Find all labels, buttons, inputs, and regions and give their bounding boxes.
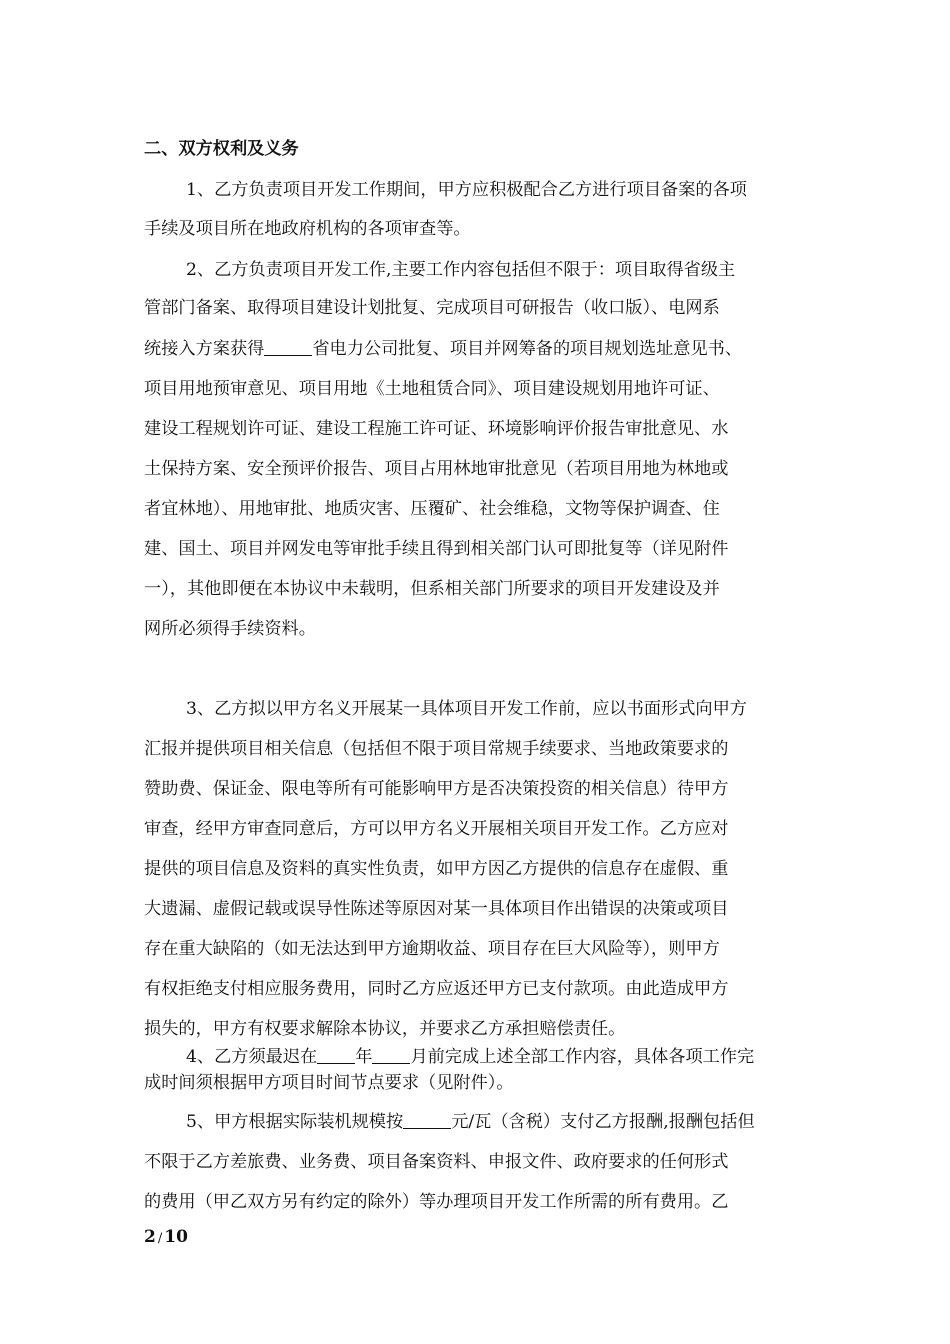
paragraph-3-line-3: 赞助费、保证金、限电等所有可能影响甲方是否决策投资的相关信息）待甲方 <box>144 779 729 799</box>
paragraph-4-line-1 <box>186 1047 754 1067</box>
blank-month <box>372 1047 410 1064</box>
section-title: 二、双方权利及义务 <box>144 139 299 159</box>
blank-province <box>264 339 312 356</box>
paragraph-2-line-5: 建设工程规划许可证、建设工程施工许可证、环境影响评价报告审批意见、水 <box>144 419 729 439</box>
paragraph-4-text-b: 年 <box>355 1047 373 1067</box>
paragraph-5-line-1 <box>186 1112 755 1132</box>
paragraph-2-line-3 <box>144 339 742 359</box>
paragraph-2-line-10: 网所必须得手续资料。 <box>144 619 316 639</box>
paragraph-3-line-5: 提供的项目信息及资料的真实性负责，如甲方因乙方提供的信息存在虚假、重 <box>144 859 729 879</box>
paragraph-2-line-3-end: 省电力公司批复、项目并网筹备的项目规划选址意见书、 <box>312 339 743 359</box>
paragraph-2-line-6: 土保持方案、安全预评价报告、项目占用林地审批意见（若项目用地为林地或 <box>144 459 729 479</box>
paragraph-3-line-6: 大遗漏、虚假记载或误导性陈述等原因对某一具体项目作出错误的决策或项目 <box>144 899 729 919</box>
paragraph-2-line-1: 2、乙方负责项目开发工作,主要工作内容包括但不限于：项目取得省级主 <box>186 260 736 280</box>
current-page: 2 <box>144 1227 156 1247</box>
paragraph-3-line-7: 存在重大缺陷的（如无法达到甲方逾期收益、项目存在巨大风险等），则甲方 <box>144 939 720 959</box>
paragraph-3-line-4: 审查，经甲方审查同意后，方可以甲方名义开展相关项目开发工作。乙方应对 <box>144 819 729 839</box>
paragraph-5-text-b: 元/瓦（含税）支付乙方报酬,报酬包括但 <box>451 1112 755 1132</box>
paragraph-2-line-8: 建、国土、项目并网发电等审批手续且得到相关部门认可即批复等（详见附件 <box>144 539 729 559</box>
paragraph-2-line-2: 管部门备案、取得项目建设计划批复、完成项目可研报告（收口版）、电网系 <box>144 298 720 318</box>
paragraph-4-text-c: 月前完成上述全部工作内容，具体各项工作完 <box>410 1047 755 1067</box>
blank-price <box>403 1112 451 1129</box>
paragraph-2-line-7: 者宜林地）、用地审批、地质灾害、压覆矿、社会维稳，文物等保护调查、住 <box>144 499 720 519</box>
paragraph-5-text-a: 5、甲方根据实际装机规模按 <box>186 1112 404 1132</box>
paragraph-4-line-2: 成时间须根据甲方项目时间节点要求（见附件）。 <box>144 1073 514 1093</box>
paragraph-2-line-3-start: 统接入方案获得 <box>144 339 265 359</box>
paragraph-1-line-1: 1、乙方负责项目开发工作期间，甲方应积极配合乙方进行项目备案的各项 <box>186 180 747 200</box>
paragraph-2-line-4: 项目用地预审意见、项目用地《土地租赁合同》、项目建设规划用地许可证、 <box>144 379 720 399</box>
paragraph-2-line-9: 一），其他即便在本协议中未载明，但系相关部门所要求的项目开发建设及并 <box>144 579 720 599</box>
paragraph-1-line-2: 手续及项目所在地政府机构的各项审查等。 <box>144 219 471 239</box>
paragraph-3-line-2: 汇报并提供项目相关信息（包括但不限于项目常规手续要求、当地政策要求的 <box>144 739 729 759</box>
page-separator: / <box>157 1231 163 1246</box>
paragraph-5-line-2: 不限于乙方差旅费、业务费、项目备案资料、申报文件、政府要求的任何形式 <box>144 1152 729 1172</box>
total-pages: 10 <box>164 1227 188 1247</box>
page-number <box>144 1227 188 1247</box>
paragraph-5-line-3: 的费用（甲乙双方另有约定的除外）等办理项目开发工作所需的所有费用。乙 <box>144 1192 729 1212</box>
paragraph-3-line-1: 3、乙方拟以甲方名义开展某一具体项目开发工作前，应以书面形式向甲方 <box>186 699 747 719</box>
paragraph-3-line-8: 有权拒绝支付相应服务费用，同时乙方应返还甲方已支付款项。由此造成甲方 <box>144 979 729 999</box>
paragraph-3-line-9: 损失的，甲方有权要求解除本协议，并要求乙方承担赔偿责任。 <box>144 1019 626 1039</box>
blank-year <box>317 1047 355 1064</box>
paragraph-4-text-a: 4、乙方须最迟在 <box>186 1047 318 1067</box>
